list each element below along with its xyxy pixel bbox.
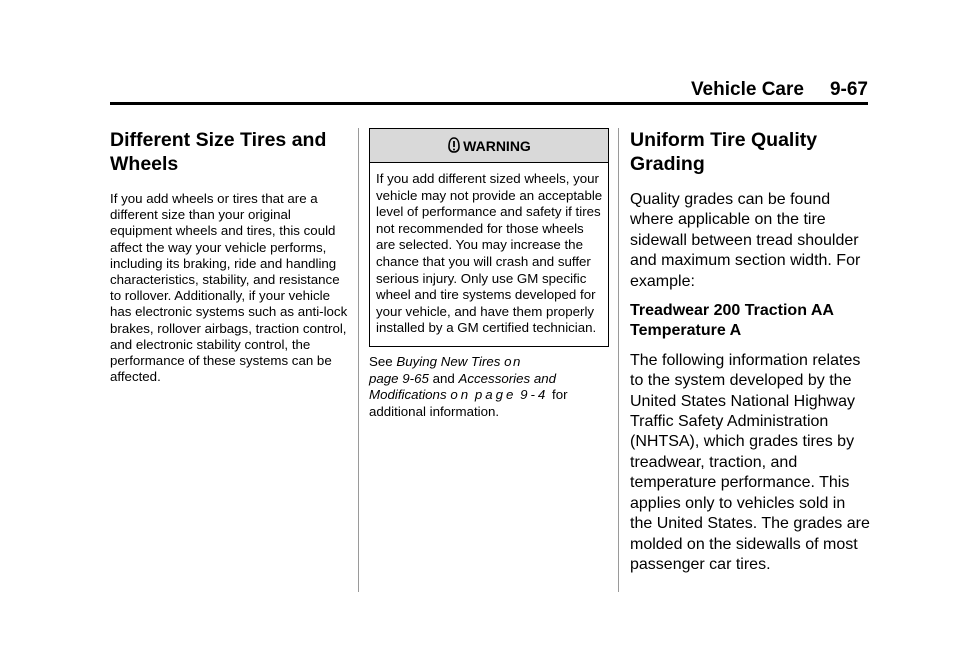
warning-hand-icon xyxy=(447,137,461,155)
left-column xyxy=(110,128,350,385)
body-paragraph: The following information relates to the system developed by the United States National Highway Traffic Safety Administration (NHTSA), which grades tires by treadwear, traction, and temperature performance. This applies only to vehicles sold in the United States. The grades are molded on the sidewalls of most passenger car tires. xyxy=(630,351,870,573)
page-header xyxy=(0,79,868,101)
right-column xyxy=(630,128,870,575)
body-paragraph: If you add wheels or tires that are a different size than your original equipment wheels and tires, this could affect the way your vehicle performs, including its braking, ride and handling characteristics, stability, and resistance to rollover. Additionally, if your vehicle has electronic systems such as anti-lock brakes, rollover airbags, traction control, and electronic stability control, the performance of these systems can be affected. xyxy=(110,191,348,385)
section-heading: Uniform Tire Quality Grading xyxy=(630,129,818,175)
warning-header xyxy=(370,129,608,163)
warning-box xyxy=(369,128,609,347)
page-number: 9-67 xyxy=(829,79,868,100)
reference-link[interactable]: Accessories and Modifications on page 9-4 xyxy=(369,370,557,403)
reference-link[interactable]: Buying New Tires on page 9-65 xyxy=(369,353,522,386)
cross-reference: See Buying New Tires on page 9-65 and Accessories and Modifications on page 9-4 for additional information. xyxy=(369,353,568,419)
warning-text: If you add different sized wheels, your vehicle may not provide an acceptable level of performance and safety if tires not recommended for those wheels are selected. You may increase the chance that you will crash and suffer serious injury. Only use GM specific wheel and tire systems developed for your vehicle, and have them properly installed by a GM certified technician. xyxy=(376,171,603,336)
column-divider xyxy=(358,128,359,592)
body-paragraph: Quality grades can be found where applicable on the tire sidewall between tread shoulder and maximum section width. For example: xyxy=(630,191,861,290)
section-heading: Different Size Tires and Wheels xyxy=(110,129,327,175)
section-title: Vehicle Care xyxy=(690,79,804,100)
column-divider xyxy=(618,128,619,592)
header-rule xyxy=(110,102,868,105)
grade-example: Treadwear 200 Traction AA Temperature A xyxy=(630,302,834,340)
middle-column xyxy=(369,128,609,420)
warning-label: WARNING xyxy=(463,137,531,154)
